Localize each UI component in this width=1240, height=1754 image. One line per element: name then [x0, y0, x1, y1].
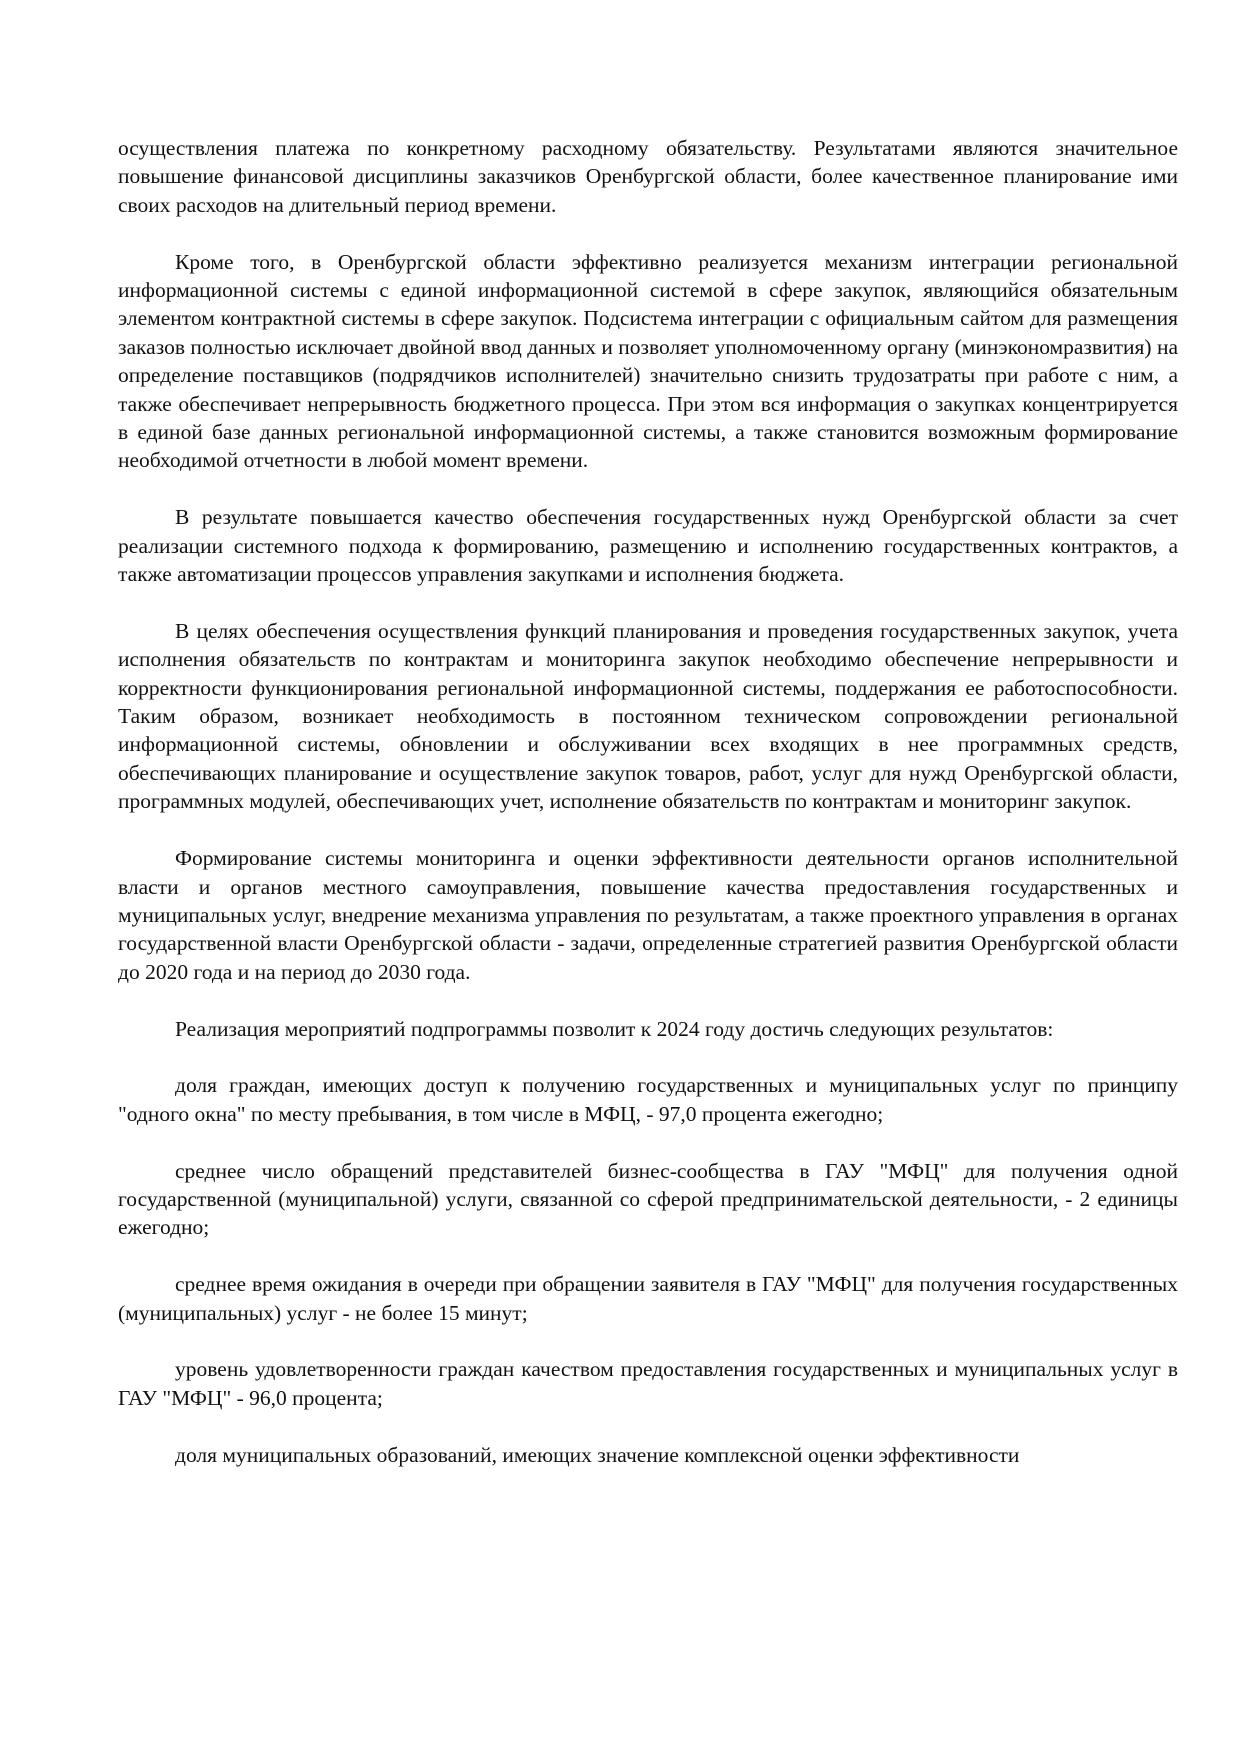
paragraph-payment-results: осуществления платежа по конкретному расходному обязательству. Результатами являются значительное повышение финансовой дисциплины заказчиков Оренбургской области, более качественное планирование ими своих расходов на длительный период времени.	[118, 136, 1178, 217]
result-item-one-window-access: доля граждан, имеющих доступ к получению государственных и муниципальных услуг по принципу "одного окна" по месту пребывания, в том числе в МФЦ, - 97,0 процента ежегодно;	[118, 1073, 1178, 1126]
paragraph-quality-improvement: В результате повышается качество обеспечения государственных нужд Оренбургской области за счет реализации системного подхода к формированию, размещению и исполнению государственных контрактов, а также автоматизации процессов управления закупками и исполнения бюджета.	[118, 505, 1178, 587]
result-item-municipal-share: доля муниципальных образований, имеющих значение комплексной оценки эффективности	[175, 1442, 1020, 1467]
result-item-business-requests: среднее число обращений представителей бизнес-сообщества в ГАУ "МФЦ" для получения одной государственной (муниципальной) услуги, связанной со сферой предпринимательской деятельности, - 2 единицы ежегодно;	[118, 1158, 1178, 1240]
paragraph-results-intro: Реализация мероприятий подпрограммы позволит к 2024 году достичь следующих результатов:	[175, 1016, 1054, 1041]
paragraph-integration: Кроме того, в Оренбургской области эффективно реализуется механизм интеграции региональной информационной системы с единой информационной системой в сфере закупок, являющийся обязательным элементом контрактной системы в сфере закупок. Подсистема интеграции с официальным сайтом для размещения заказов полностью исключает двойной ввод данных и позволяет уполномоченному органу (минэкономразвития) на определение поставщиков (подрядчиков исполнителей) значительно снизить трудозатраты при работе с ним, а также обеспечивает непрерывность бюджетного процесса. При этом вся информация о закупках концентрируется в единой базе данных региональной информационной системы, а также становится возможным формирование необходимой отчетности в любой момент времени.	[118, 249, 1178, 473]
paragraph-monitoring-system: Формирование системы мониторинга и оценки эффективности деятельности органов исполнительной власти и органов местного самоуправления, повышение качества предоставления государственных и муниципальных услуг, внедрение механизма управления по результатам, а также проектного управления в органах государственной власти Оренбургской области - задачи, определенные стратегией развития Оренбургской области до 2020 года и на период до 2030 года.	[118, 846, 1178, 984]
result-item-waiting-time: среднее время ожидания в очереди при обращении заявителя в ГАУ "МФЦ" для получения государственных (муниципальных) услуг - не более 15 минут;	[118, 1272, 1178, 1325]
result-item-satisfaction-level: уровень удовлетворенности граждан качеством предоставления государственных и муниципальных услуг в ГАУ "МФЦ" - 96,0 процента;	[118, 1357, 1178, 1410]
paragraph-technical-support: В целях обеспечения осуществления функций планирования и проведения государственных закупок, учета исполнения обязательств по контрактам и мониторинга закупок необходимо обеспечение непрерывности и корректности функционирования региональной информационной системы, поддержания ее работоспособности. Таким образом, возникает необходимость в постоянном техническом сопровождении региональной информационной системы, обновлении и обслуживании всех входящих в нее программных средств, обеспечивающих планирование и осуществление закупок товаров, работ, услуг для нужд Оренбургской области, программных модулей, обеспечивающих учет, исполнение обязательств по контрактам и мониторинг закупок.	[118, 618, 1178, 814]
document-page	[118, 134, 1178, 1497]
